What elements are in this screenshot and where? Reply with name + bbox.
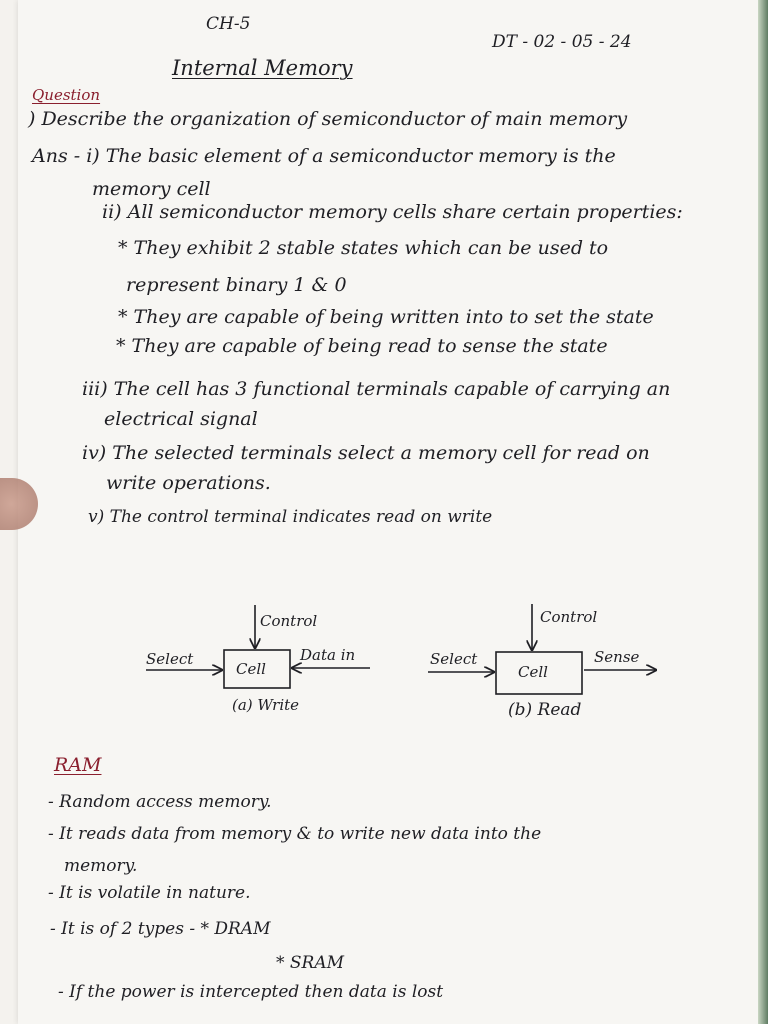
answer-point-4a: iv) The selected terminals select a memory cell for read on [82,442,650,464]
answer-line-2: memory cell [92,178,211,200]
left-cell-label: Cell [236,660,266,678]
question-tag: Question [32,86,101,104]
right-sense-label: Sense [594,648,640,666]
ram-heading: RAM [54,754,102,776]
right-control-label: Control [540,608,598,626]
ram-line-2: - It reads data from memory & to write new data into the [48,824,542,844]
page-title: Internal Memory [172,56,353,80]
answer-point-5: v) The control terminal indicates read on write [88,507,493,527]
right-cell-label: Cell [518,663,548,681]
ram-line-6: * SRAM [276,953,345,973]
answer-line-1: Ans - i) The basic element of a semiconductor memory is the [32,145,616,167]
answer-point-3b: electrical signal [104,408,258,430]
ram-line-7: - If the power is intercepted then data is lost [58,982,444,1002]
right-select-label: Select [430,650,478,668]
chapter-label: CH-5 [206,14,251,34]
ram-line-4: - It is volatile in nature. [48,883,251,903]
date: DT - 02 - 05 - 24 [492,32,632,52]
answer-point-4b: write operations. [106,472,271,494]
answer-point-2: ii) All semiconductor memory cells share certain properties: [102,201,683,223]
answer-bullet-2: * They are capable of being written into to set the state [118,306,654,328]
ram-line-5: - It is of 2 types - * DRAM [50,919,271,939]
answer-bullet-3: * They are capable of being read to sense the state [116,335,608,357]
left-select-label: Select [146,650,194,668]
answer-point-3a: iii) The cell has 3 functional terminals capable of carrying an [82,378,671,400]
answer-bullet-1a: * They exhibit 2 stable states which can be used to [118,237,609,259]
left-caption: (a) Write [232,696,300,714]
ram-line-3: memory. [64,856,138,876]
ram-line-1: - Random access memory. [48,792,272,812]
answer-bullet-1b: represent binary 1 & 0 [126,274,347,296]
question-text: ) Describe the organization of semiconductor of main memory [28,108,628,130]
left-datain-label: Data in [300,646,356,664]
right-caption: (b) Read [508,700,582,720]
left-control-label: Control [260,612,318,630]
